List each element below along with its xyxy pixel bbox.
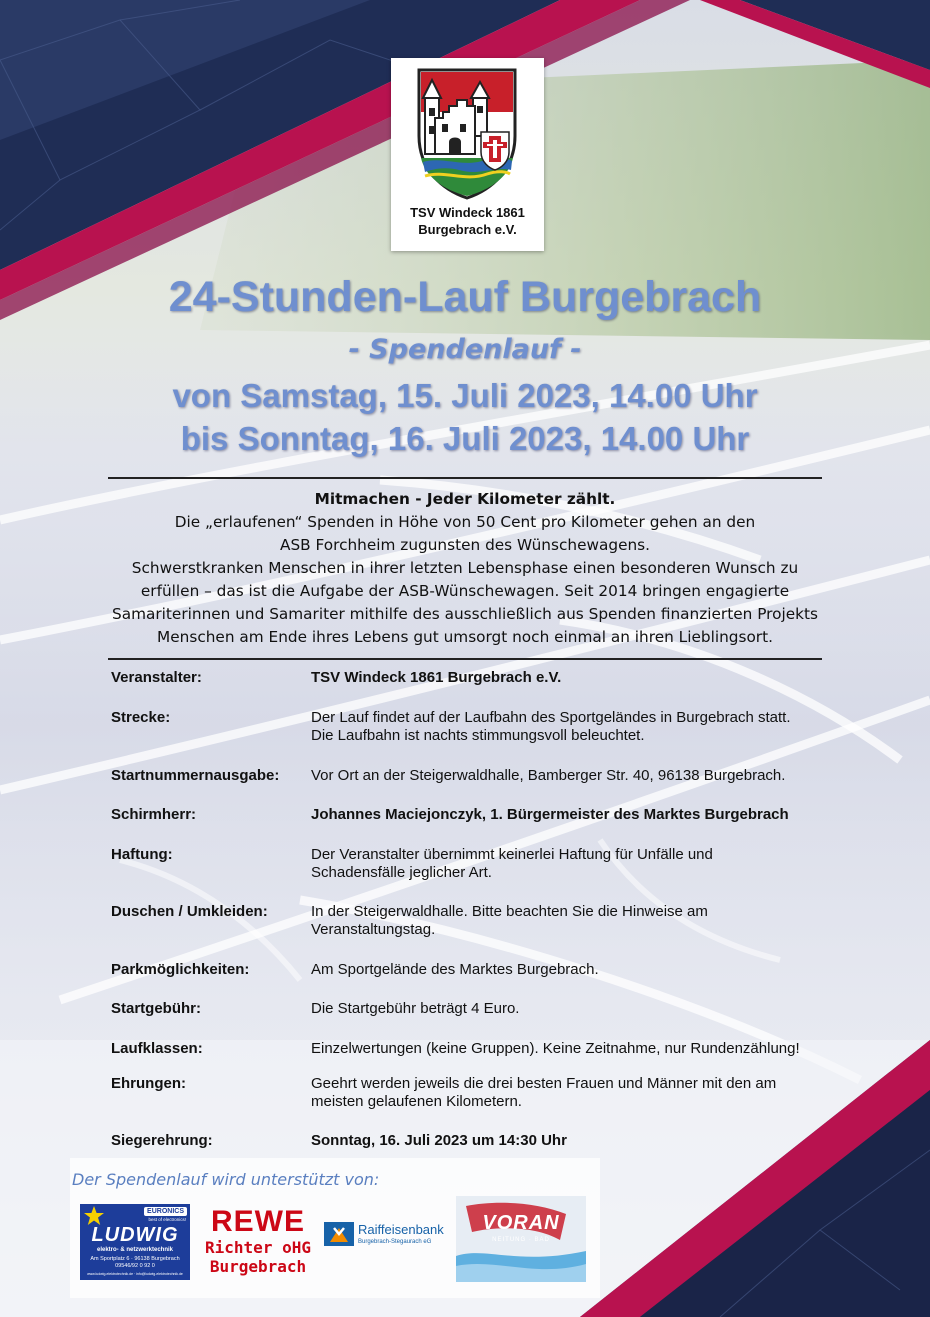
- club-name-line1: TSV Windeck 1861: [410, 205, 525, 220]
- event-title: 24-Stunden-Lauf Burgebrach: [168, 273, 762, 321]
- sponsor-voran-logo: [456, 1196, 586, 1282]
- sponsor-rewe-logo: [202, 1206, 314, 1282]
- intro-line: ASB Forchheim zugunsten des Wünschewagens.: [279, 536, 651, 554]
- detail-label: Veranstalter:: [111, 669, 202, 686]
- detail-label: Laufklassen:: [111, 1040, 203, 1057]
- detail-value-line: Veranstaltungstag.: [311, 921, 436, 938]
- sponsor-ludwig-address: Am Sportplatz 6 · 96138 Burgebrach: [90, 1256, 180, 1262]
- detail-label: Duschen / Umkleiden:: [111, 903, 268, 920]
- intro-line: Die „erlaufenen“ Spenden in Höhe von 50 Cent pro Kilometer gehen an den: [174, 513, 756, 531]
- detail-value: Sonntag, 16. Juli 2023 um 14:30 Uhr: [311, 1132, 567, 1149]
- detail-label: Startgebühr:: [111, 1000, 201, 1017]
- intro-line: Schwerstkranken Menschen in ihrer letzten Lebensphase einen besonderen Wunsch zu: [131, 559, 799, 577]
- sponsor-voran-name: VORAN: [482, 1212, 560, 1234]
- sponsor-ludwig-logo: [80, 1204, 190, 1280]
- club-name-line2: Burgebrach e.V.: [418, 222, 517, 237]
- detail-label: Haftung:: [111, 846, 173, 863]
- detail-value-line: In der Steigerwaldhalle. Bitte beachten Sie die Hinweise am: [311, 903, 708, 920]
- detail-value-line: meisten gelaufenen Kilometern.: [311, 1093, 522, 1110]
- detail-value: [311, 903, 831, 939]
- detail-label: Schirmherr:: [111, 806, 197, 823]
- sponsor-voran-sub: NEITUNG · BAD: [492, 1237, 550, 1243]
- sponsor-ludwig-badge-sub: best of electronics!: [148, 1217, 186, 1222]
- detail-value: [311, 846, 831, 882]
- sponsor-raiffeisen-logo: [324, 1220, 454, 1256]
- detail-value-line: Schadensfälle jeglicher Art.: [311, 864, 492, 881]
- intro-lead: Mitmachen - Jeder Kilometer zählt.: [314, 490, 616, 508]
- sponsors-heading: Der Spendenlauf wird unterstützt von:: [72, 1170, 380, 1189]
- sponsor-raiffeisen-name: Raiffeisenbank: [358, 1222, 444, 1237]
- detail-value: Einzelwertungen (keine Gruppen). Keine Zeitnahme, nur Rundenzählung!: [311, 1040, 800, 1057]
- club-logo-card: [391, 58, 544, 251]
- sponsor-raiffeisen-sub: Burgebrach-Stegaurach eG: [358, 1239, 432, 1245]
- sponsor-logos: [80, 1196, 600, 1286]
- detail-value: Vor Ort an der Steigerwaldhalle, Bamberger Str. 40, 96138 Burgebrach.: [311, 767, 786, 784]
- sponsor-rewe-line1: Richter oHG: [205, 1238, 311, 1257]
- detail-label: Ehrungen:: [111, 1075, 186, 1092]
- detail-value-line: Der Veranstalter übernimmt keinerlei Haftung für Unfälle und: [311, 846, 713, 863]
- sponsor-ludwig-name: LUDWIG: [91, 1224, 179, 1246]
- detail-label: Siegerehrung:: [111, 1132, 213, 1149]
- intro-line: erfüllen – das ist die Aufgabe der ASB-Wünschewagen. Seit 2014 bringen engagierte: [140, 582, 790, 600]
- detail-value: Am Sportgelände des Marktes Burgebrach.: [311, 961, 599, 978]
- divider-bottom: [108, 658, 822, 660]
- detail-value-line: Die Laufbahn ist nachts stimmungsvoll beleuchtet.: [311, 727, 645, 744]
- intro-text: [108, 488, 822, 649]
- event-subtitle: - Spendenlauf -: [348, 334, 582, 365]
- divider-top: [108, 477, 822, 479]
- intro-line: Samariterinnen und Samariter mithilfe des ausschließlich aus Spenden finanzierten Projekts: [112, 605, 818, 623]
- sponsor-ludwig-web: www.ludwig-elektrotechnik.de · info@ludwig-elektrotechnik.de: [87, 1272, 183, 1276]
- detail-label: Parkmöglichkeiten:: [111, 961, 250, 978]
- detail-value: Die Startgebühr beträgt 4 Euro.: [311, 1000, 520, 1017]
- sponsor-rewe-line2: Burgebrach: [209, 1257, 307, 1276]
- detail-value: [311, 709, 831, 745]
- sponsor-ludwig-tagline: elektro- & netzwerktechnik: [96, 1247, 174, 1253]
- detail-label: Startnummernausgabe:: [111, 767, 280, 784]
- event-date-from: von Samstag, 15. Juli 2023, 14.00 Uhr: [172, 377, 758, 414]
- sponsor-ludwig-badge: EURONICS: [144, 1207, 187, 1216]
- detail-label: Strecke:: [111, 709, 171, 726]
- detail-value: TSV Windeck 1861 Burgebrach e.V.: [311, 669, 562, 686]
- event-date-to: bis Sonntag, 16. Juli 2023, 14.00 Uhr: [180, 420, 750, 457]
- detail-value: Johannes Maciejonczyk, 1. Bürgermeister des Marktes Burgebrach: [311, 806, 789, 823]
- sponsor-ludwig-phone: 09546/92 0 92 0: [115, 1263, 155, 1269]
- detail-value-line: Geehrt werden jeweils die drei besten Frauen und Männer mit den am: [311, 1075, 777, 1092]
- club-crest-icon: [415, 66, 519, 200]
- detail-value: [311, 1075, 831, 1111]
- intro-line: Menschen am Ende ihres Lebens gut umsorgt noch einmal an ihren Lieblingsort.: [157, 628, 773, 646]
- raiffeisen-emblem-icon: [324, 1220, 354, 1248]
- sponsor-rewe-name: REWE: [211, 1205, 305, 1238]
- detail-value-line: Der Lauf findet auf der Laufbahn des Sportgeländes in Burgebrach statt.: [311, 709, 791, 726]
